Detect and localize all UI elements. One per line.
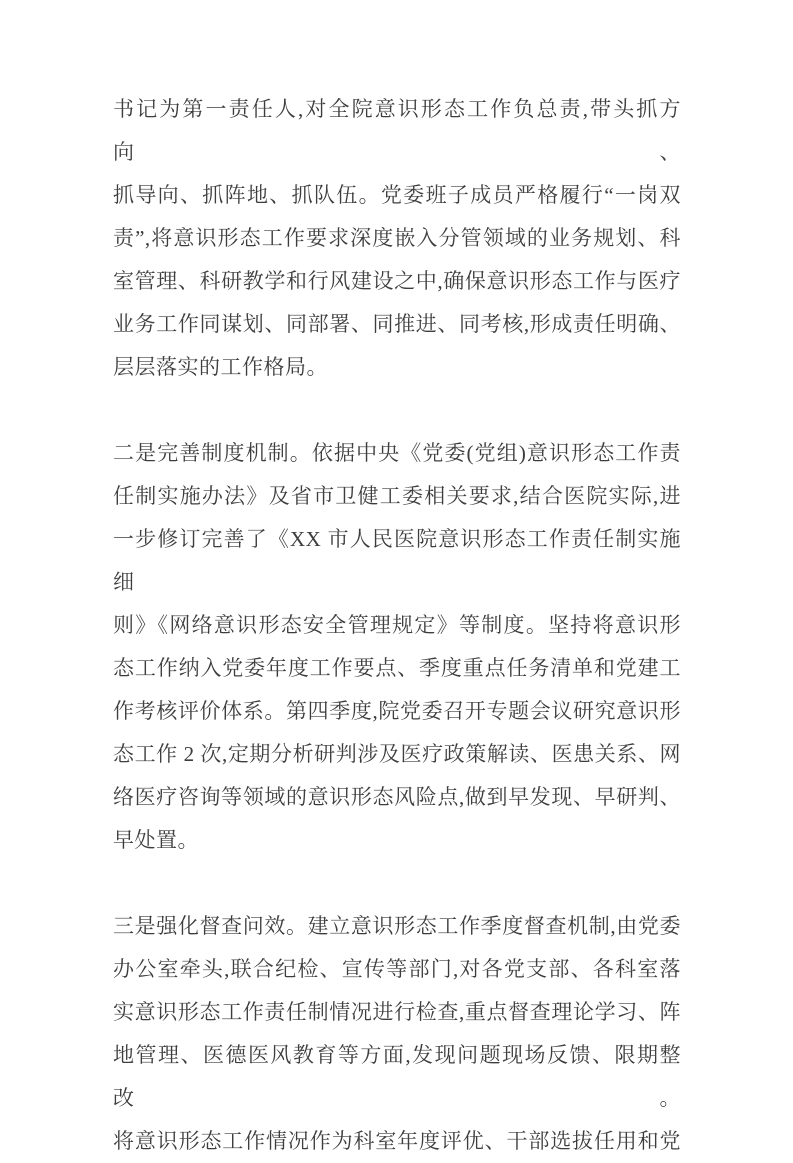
- text-line: 任制实施办法》及省市卫健工委相关要求,结合医院实际,进: [113, 484, 681, 508]
- text-line: 层层落实的工作格局。: [113, 355, 328, 379]
- paragraph-2: [113, 432, 681, 862]
- text-line: 责”,将意识形态工作要求深度嵌入分管领域的业务规划、科: [113, 226, 681, 250]
- text-line: 络医疗咨询等领域的意识形态风险点,做到早发现、早研判、: [113, 785, 681, 809]
- paragraph-3: [113, 905, 681, 1163]
- text-line: 业务工作同谋划、同部署、同推进、同考核,形成责任明确、: [113, 312, 681, 336]
- text-line: 室管理、科研教学和行风建设之中,确保意识形态工作与医疗: [113, 269, 681, 293]
- document-body: [113, 88, 681, 1163]
- text-line: 实意识形态工作责任制情况进行检查,重点督查理论学习、阵: [113, 1000, 681, 1024]
- text-line: 二是完善制度机制。依据中央《党委(党组)意识形态工作责: [113, 441, 681, 465]
- text-line: 抓导向、抓阵地、抓队伍。党委班子成员严格履行“一岗双: [113, 183, 681, 207]
- text-line: 三是强化督查问效。建立意识形态工作季度督查机制,由党委: [113, 914, 681, 938]
- text-line: 早处置。: [113, 828, 199, 852]
- text-line: 书记为第一责任人,对全院意识形态工作负总责,带头抓方向、: [113, 97, 681, 164]
- text-line: 地管理、医德医风教育等方面,发现问题现场反馈、限期整改。: [113, 1043, 681, 1110]
- text-line: 作考核评价体系。第四季度,院党委召开专题会议研究意识形: [113, 699, 681, 723]
- text-line: 将意识形态工作情况作为科室年度评优、干部选拔任用和党: [113, 1129, 681, 1153]
- paragraph-1: [113, 88, 681, 389]
- text-line: 办公室牵头,联合纪检、宣传等部门,对各党支部、各科室落: [113, 957, 681, 981]
- text-line: 态工作纳入党委年度工作要点、季度重点任务清单和党建工: [113, 656, 681, 680]
- text-line: 一步修订完善了《XX 市人民医院意识形态工作责任制实施细: [113, 527, 681, 594]
- text-line: 则》《网络意识形态安全管理规定》等制度。坚持将意识形: [113, 613, 681, 637]
- text-line: 态工作 2 次,定期分析研判涉及医疗政策解读、医患关系、网: [113, 742, 681, 766]
